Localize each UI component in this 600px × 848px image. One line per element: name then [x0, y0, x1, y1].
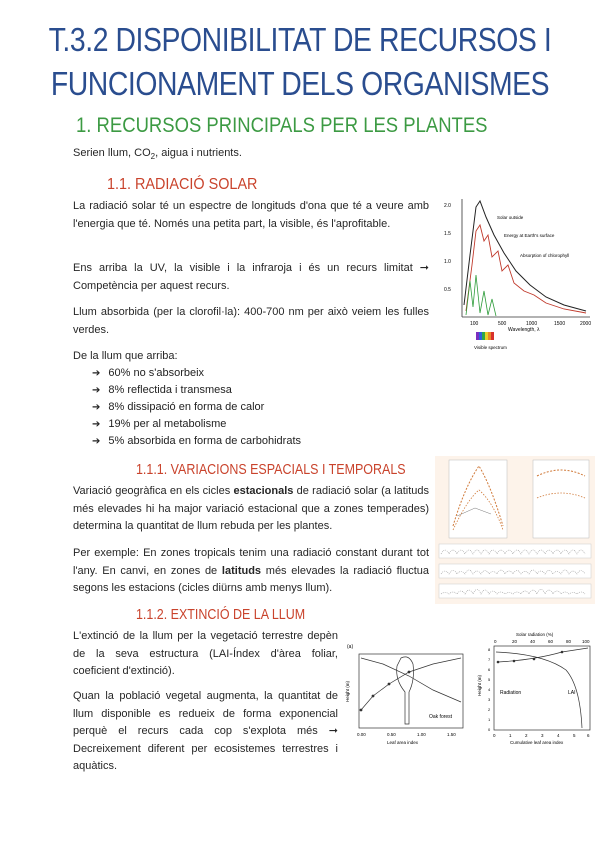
- page-title-line1: T.3.2 DISPONIBILITAT DE RECURSOS I: [48, 21, 552, 58]
- section-1-1-paragraph-2: Ens arriba la UV, la visible i la infraroja i és un recurs limitat ➞ Competència per aquest recurs.: [73, 262, 429, 292]
- section-1-1-1-paragraph-1: Variació geogràfica en els cicles estacionals de radiació solar (a latituds més elevades hi ha major variació estacional que a zones temperades) determina la quantitat de llum rebuda per les plantes.: [73, 485, 429, 532]
- list-item: ➔ 60% no s'absorbeix: [92, 365, 301, 382]
- figure-panel-label: (a): [347, 644, 354, 650]
- cum-ytick: 4: [488, 687, 491, 692]
- radiation-top-label: Solar radiation (%): [516, 632, 554, 637]
- cum-ytick: 8: [488, 647, 491, 652]
- spectrum-xtick: 1500: [554, 321, 566, 327]
- spectrum-legend-entry: Energy at Earth's surface: [504, 233, 555, 238]
- visible-spectrum-label: Visible spectrum: [474, 345, 507, 350]
- spectrum-xtick: 1000: [526, 321, 538, 327]
- oak-xtick: 0.50: [387, 732, 396, 737]
- cum-ylabel: Height (m): [477, 674, 482, 696]
- cum-xtick: 0: [493, 733, 496, 738]
- list-item: ➔ 5% absorbida en forma de carbohidrats: [92, 433, 301, 450]
- oak-xtick: 0.00: [357, 732, 366, 737]
- cum-xlabel: Cumulative leaf area index: [510, 740, 564, 745]
- list-item: ➔ 8% dissipació en forma de calor: [92, 399, 301, 416]
- spectrum-ytick: 2.0: [444, 203, 451, 209]
- oak-forest-lai-figure: [343, 640, 468, 750]
- radiation-top-tick: 100: [582, 639, 590, 644]
- section-1-1-paragraph-3: Llum absorbida (per la clorofil·la): 400-700 nm per això veiem les fulles verdes.: [73, 306, 429, 336]
- section-1-1-2-paragraph-2: Quan la població vegetal augmenta, la quantitat de llum disponible es redueix de forma exponencial perquè el recurs cada cop s'explota més ➞ Decreixement diferent per ecosistemes terrestres i aquàtics.: [73, 690, 338, 772]
- cum-xtick: 1: [509, 733, 512, 738]
- section-1-1-paragraph-4: De la llum que arriba:: [73, 350, 178, 362]
- spectrum-ytick: 1.0: [444, 259, 451, 265]
- cum-ytick: 6: [488, 667, 491, 672]
- cum-xtick: 4: [557, 733, 560, 738]
- spectrum-xtick: 100: [470, 321, 479, 327]
- radiation-top-tick: 20: [512, 639, 518, 644]
- section-1-1-2-paragraph-1: L'extinció de la llum per la vegetació terrestre depèn de la seva estructura (LAI-Índex d'àrea foliar, coeficient d'extinció).: [73, 630, 338, 677]
- radiation-top-tick: 0: [494, 639, 497, 644]
- spectrum-ytick: 1.5: [444, 231, 451, 237]
- spectrum-xtick: 2000: [580, 321, 592, 327]
- cum-ytick: 5: [488, 677, 491, 682]
- list-item: ➔ 19% per al metabolisme: [92, 416, 301, 433]
- cum-ytick: 3: [488, 697, 491, 702]
- oak-xtick: 1.50: [447, 732, 456, 737]
- oak-xtick: 1.00: [417, 732, 426, 737]
- cum-xtick: 6: [587, 733, 590, 738]
- cum-xtick: 2: [525, 733, 528, 738]
- spectrum-xlabel: Wavelength, λ: [508, 327, 540, 333]
- oak-ylabel: Height (m): [345, 680, 350, 702]
- earth-surface-curve: [466, 225, 586, 313]
- section-1-1-2-heading: 1.1.2. EXTINCIÓ DE LA LLUM: [136, 607, 306, 623]
- seasonal-radiation-figure: [435, 456, 595, 604]
- cum-ytick: 1: [488, 717, 491, 722]
- spectrum-ytick: 0.5: [444, 287, 451, 293]
- section-1-1-1-heading: 1.1.1. VARIACIONS ESPACIALS I TEMPORALS: [136, 462, 406, 478]
- oak-xlabel: Leaf area index: [387, 740, 419, 745]
- section-1-heading: 1. RECURSOS PRINCIPALS PER LES PLANTES: [76, 114, 488, 137]
- section-1-1-paragraph-1: La radiació solar té un espectre de longituds d'ona que té a veure amb l'energia que té. Només una petita part, la visible, és l'aprofitable.: [73, 200, 429, 230]
- cum-ytick: 2: [488, 707, 491, 712]
- solar-spectrum-figure: [440, 195, 595, 357]
- section-1-intro: Serien llum, $CO_2$, aigua i nutrients.: [73, 147, 242, 162]
- spectrum-xtick: 500: [498, 321, 507, 327]
- radiation-top-tick: 60: [548, 639, 554, 644]
- cum-ytick: 7: [488, 657, 491, 662]
- chlorophyll-curve: [466, 275, 496, 316]
- cum-xtick: 5: [573, 733, 576, 738]
- radiation-curve-label: Radiation: [500, 690, 522, 696]
- cum-xtick: 3: [541, 733, 544, 738]
- cumulative-lai-figure: [474, 630, 596, 748]
- light-distribution-list: [92, 365, 301, 450]
- radiation-top-tick: 80: [566, 639, 572, 644]
- page-title-line2: FUNCIONAMENT DELS ORGANISMES: [50, 65, 550, 102]
- lai-curve-label: LAI: [568, 690, 576, 696]
- section-1-1-heading: 1.1. RADIACIÓ SOLAR: [107, 176, 258, 193]
- list-item: ➔ 8% reflectida i transmesa: [92, 382, 301, 399]
- spectrum-legend-entry: Absorption of chlorophyll: [520, 253, 570, 258]
- spectrum-legend-entry: Solar outside: [497, 215, 524, 220]
- oak-forest-label: Oak forest: [429, 714, 453, 720]
- section-1-1-1-paragraph-2: Per exemple: En zones tropicals tenim una radiació constant durant tot l'any. En canvi, en zones de latituds més elevades la radiació fluctua segons les estacions (cicles diürns amb menys llum).: [73, 547, 429, 594]
- radiation-top-tick: 40: [530, 639, 536, 644]
- cum-ytick: 0: [488, 727, 491, 732]
